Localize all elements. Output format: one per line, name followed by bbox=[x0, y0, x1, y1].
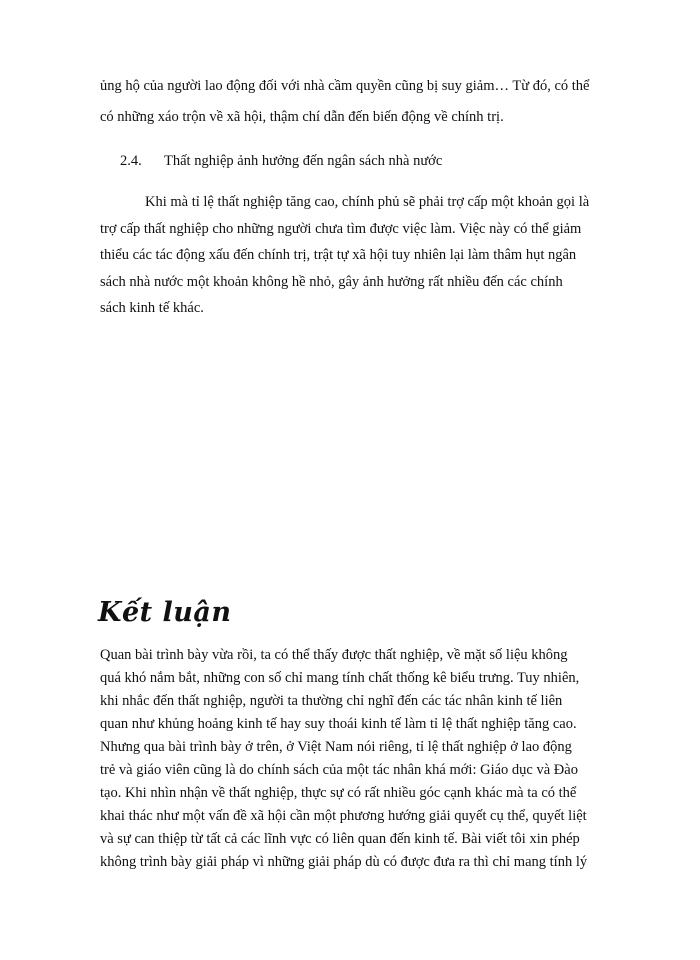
section-heading-2-4 bbox=[120, 151, 442, 171]
section-paragraph-line-2: trợ cấp thất nghiệp cho những người chưa tìm được việc làm. Việc này có thể giảm bbox=[100, 221, 582, 237]
conclusion-line-5: Nhưng qua bài trình bày ở trên, ở Việt Nam nói riêng, tỉ lệ thất nghiệp ở lao động bbox=[100, 739, 572, 755]
prev-paragraph-line-2: có những xáo trộn về xã hội, thậm chí dẫn đến biến động về chính trị. bbox=[100, 109, 504, 125]
conclusion-heading: Kết luận bbox=[98, 597, 232, 628]
conclusion-line-8: khai thác như một vấn đề xã hội cần một phương hướng giải quyết cụ thể, quyết liệt bbox=[100, 808, 587, 824]
conclusion-line-7: tạo. Khi nhìn nhận về thất nghiệp, thực sự có rất nhiều góc cạnh khác mà ta có thể bbox=[100, 785, 577, 801]
conclusion-line-4: quan như khủng hoảng kinh tế hay suy thoái kinh tế làm tỉ lệ thất nghiệp tăng cao. bbox=[100, 716, 577, 732]
section-title: Thất nghiệp ảnh hưởng đến ngân sách nhà nước bbox=[164, 153, 443, 169]
conclusion-line-1: Quan bài trình bày vừa rồi, ta có thể thấy được thất nghiệp, về mặt số liệu không bbox=[100, 647, 568, 663]
section-paragraph-line-3: thiểu các tác động xấu đến chính trị, trật tự xã hội tuy nhiên lại làm thâm hụt ngân bbox=[100, 247, 577, 263]
section-paragraph-line-4: sách nhà nước một khoản không hề nhỏ, gây ảnh hưởng rất nhiều đến các chính bbox=[100, 274, 563, 290]
prev-paragraph-line-1: ủng hộ của người lao động đối với nhà cầm quyền cũng bị suy giảm… Từ đó, có thể bbox=[100, 78, 590, 94]
section-number: 2.4. bbox=[120, 153, 142, 169]
section-paragraph-line-1: Khi mà tỉ lệ thất nghiệp tăng cao, chính phủ sẽ phải trợ cấp một khoản gọi là bbox=[145, 194, 590, 210]
section-paragraph-line-5: sách kinh tế khác. bbox=[100, 300, 204, 316]
conclusion-line-9: và sự can thiệp từ tất cả các lĩnh vực có liên quan đến kinh tế. Bài viết tôi xin phép bbox=[100, 831, 580, 847]
conclusion-line-6: trẻ và giáo viên cũng là do chính sách của một tác nhân khá mới: Giáo dục và Đào bbox=[100, 762, 578, 778]
conclusion-line-2: quá khó nắm bắt, những con số chỉ mang tính chất thống kê biểu trưng. Tuy nhiên, bbox=[100, 670, 580, 686]
conclusion-line-10: không trình bày giải pháp vì những giải pháp dù có được đưa ra thì chỉ mang tính lý bbox=[100, 854, 588, 870]
conclusion-line-3: khi nhắc đến thất nghiệp, người ta thường chỉ nghĩ đến các tác nhân kinh tế liên bbox=[100, 693, 563, 709]
